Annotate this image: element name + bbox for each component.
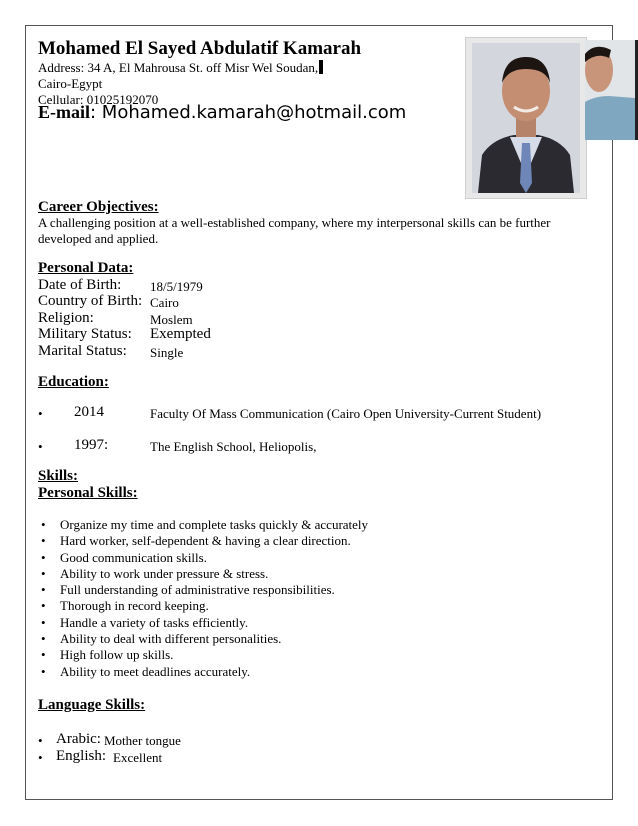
education-item [38, 439, 598, 459]
education-year: 1997: [74, 437, 109, 453]
career-objectives-heading: Career Objectives: [38, 199, 159, 215]
candidate-name: Mohamed El Sayed Abdulatif Kamarah [38, 38, 362, 59]
skill-item: • Ability to deal with different personalities. [38, 631, 368, 647]
bullet-icon: • [38, 406, 43, 421]
personal-skills-heading: Personal Skills: [38, 485, 138, 501]
personal-data-value: Exempted [150, 326, 211, 342]
personal-data-label: Date of Birth: [38, 277, 122, 293]
personal-data-heading: Personal Data: [38, 260, 134, 276]
skill-item: • Thorough in record keeping. [38, 598, 368, 614]
personal-data-value: Single [150, 345, 184, 360]
education-heading: Education: [38, 374, 109, 390]
city-line: Cairo-Egypt [38, 76, 103, 91]
cellular-line: Cellular: 01025192070 [38, 92, 159, 107]
language-level: Mother tongue [104, 733, 181, 748]
education-desc: The English School, Heliopolis, [150, 439, 317, 454]
skill-item: • Good communication skills. [38, 550, 368, 566]
skill-item: • Full understanding of administrative responsibilities. [38, 582, 368, 598]
skill-item: • High follow up skills. [38, 647, 368, 663]
bullet-icon: • [38, 750, 43, 765]
language-level: Excellent [113, 750, 163, 765]
skill-item: • Organize my time and complete tasks quickly & accurately [38, 517, 368, 533]
email-line [38, 102, 406, 123]
profile-photo [465, 37, 587, 199]
education-desc: Faculty Of Mass Communication (Cairo Open University-Current Student) [150, 406, 542, 421]
education-year: 2014 [74, 404, 104, 420]
language-name: English: [56, 748, 107, 764]
bullet-icon: • [38, 439, 43, 454]
personal-data-label: Marital Status: [38, 343, 127, 359]
language-skills-heading: Language Skills: [38, 697, 146, 713]
career-objectives-text: A challenging position at a well-established company, where my interpersonal skills can be further developed and applied. [38, 215, 551, 246]
personal-data-value: 18/5/1979 [150, 279, 203, 294]
personal-skills-list [38, 517, 368, 680]
email-value: : Mohamed.kamarah@hotmail.com [90, 102, 407, 123]
bullet-icon: • [38, 733, 43, 748]
personal-data-value: Cairo [150, 295, 179, 310]
personal-data-label: Religion: [38, 310, 94, 326]
email-label: E-mail [38, 102, 90, 122]
personal-data-value: Moslem [150, 312, 193, 327]
skill-item: • Ability to meet deadlines accurately. [38, 664, 368, 680]
secondary-photo [585, 40, 638, 140]
language-name: Arabic: [56, 731, 101, 747]
education-item [38, 406, 598, 426]
portrait-image [472, 43, 580, 193]
address-line: Address: 34 A, El Mahrousa St. off Misr Wel Soudan, [38, 60, 323, 76]
skill-item: • Hard worker, self-dependent & having a clear direction. [38, 533, 368, 549]
skill-item: • Handle a variety of tasks efficiently. [38, 615, 368, 631]
secondary-portrait-image [585, 40, 635, 140]
skills-heading: Skills: [38, 468, 79, 484]
contact-block [38, 60, 323, 108]
personal-data-label: Country of Birth: [38, 293, 143, 309]
personal-data-label: Military Status: [38, 326, 132, 342]
text-cursor [319, 60, 323, 74]
skill-item: • Ability to work under pressure & stress. [38, 566, 368, 582]
